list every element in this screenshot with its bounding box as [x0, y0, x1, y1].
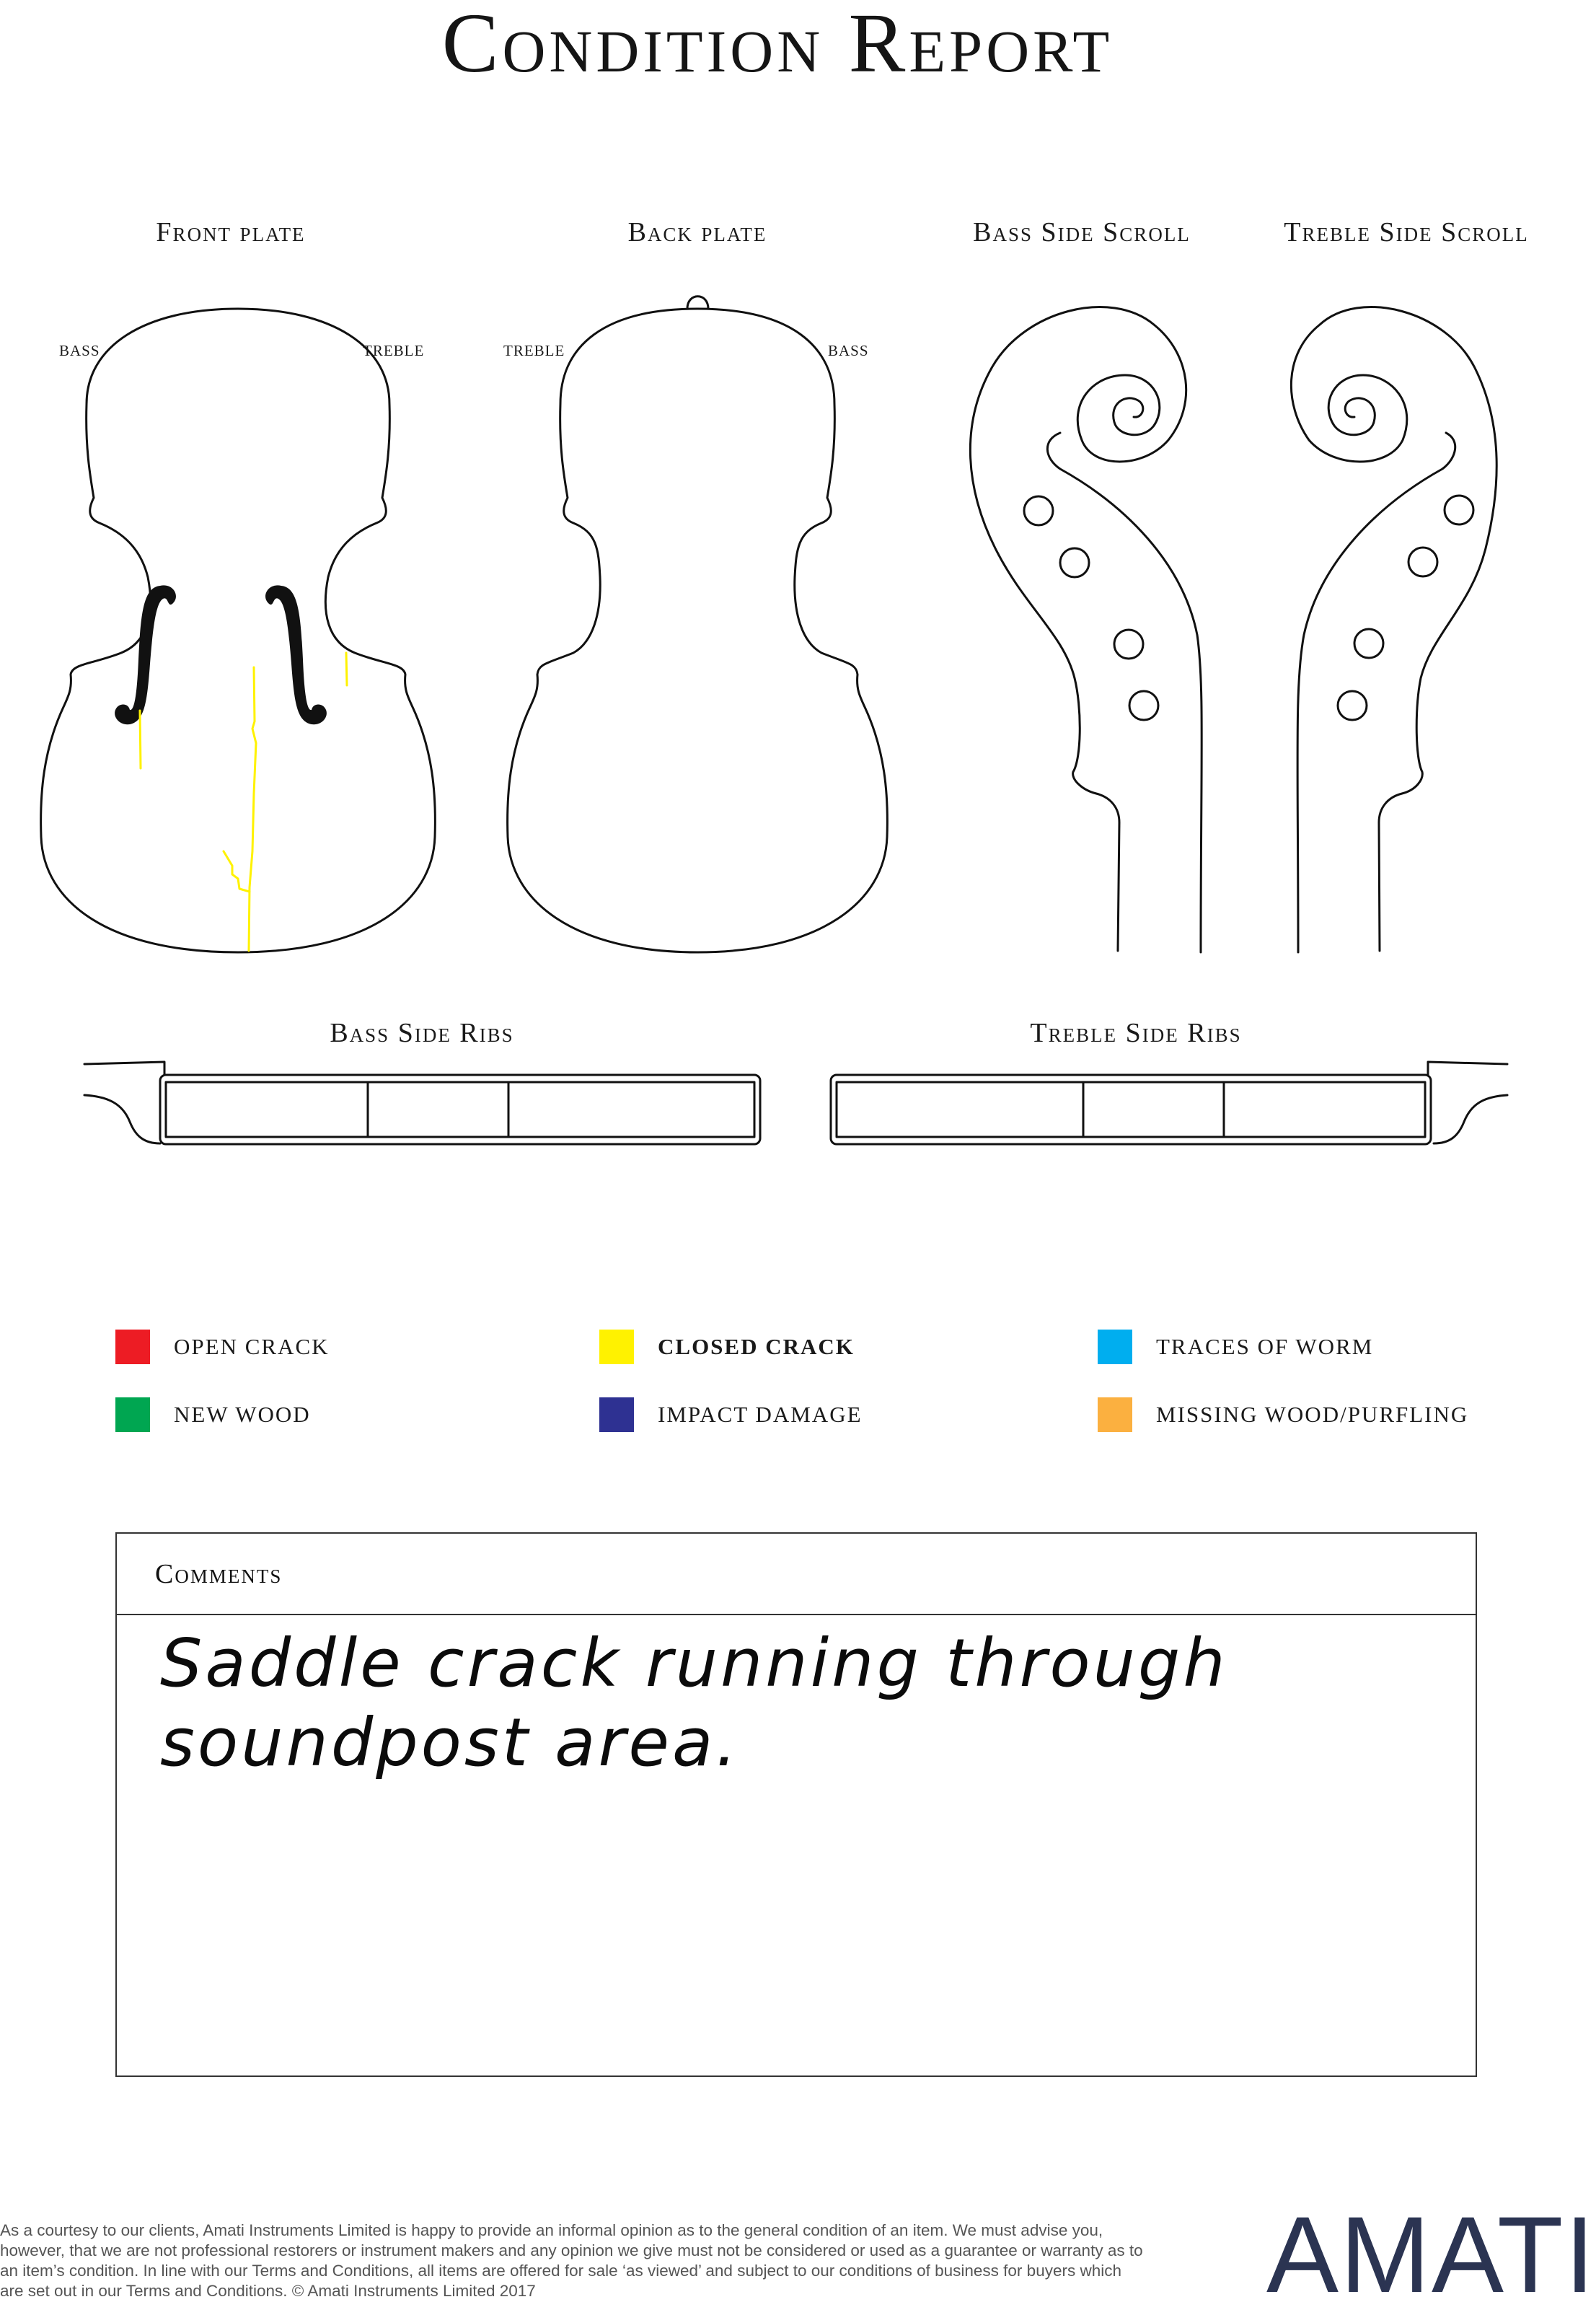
- back-button: [687, 296, 708, 309]
- f-holes: [115, 585, 327, 724]
- bass-ribs-drawing: [84, 1062, 760, 1144]
- legend-label: MISSING WOOD/PURFLING: [1156, 1402, 1469, 1427]
- disclaimer-text: As a courtesy to our clients, Amati Instruments Limited is happy to provide an informal opinion as to the general condition of an item. We must advise you, however, that we are not professional restorers or instrument makers and any opinion we give must not be considered or used as a guarantee or warranty as to an item’s condition. In line with our Terms and Conditions, all items are offered for sale ‘as viewed’ and subject to our conditions of business for buyers which are set out in our Terms and Conditions. © Amati Instruments Limited 2017: [0, 2221, 1143, 2300]
- front-treble-label: TREBLE: [363, 342, 425, 359]
- legend-label: NEW WOOD: [174, 1402, 311, 1427]
- front-plate-outline: [41, 309, 436, 952]
- bass-f-hole: [115, 585, 176, 724]
- missing-wood-swatch: [1098, 1397, 1132, 1432]
- new-wood-swatch: [115, 1397, 150, 1432]
- comments-heading: Comments: [117, 1534, 1476, 1615]
- legend-closed-crack: [599, 1330, 855, 1364]
- legend-label: TRACES OF WORM: [1156, 1334, 1374, 1359]
- legend-label: OPEN CRACK: [174, 1334, 330, 1359]
- legend-label: CLOSED CRACK: [658, 1334, 855, 1359]
- legend-label: IMPACT DAMAGE: [658, 1402, 863, 1427]
- legend-missing-wood: [1098, 1397, 1468, 1432]
- bass-side-scroll-label: Bass Side Scroll: [973, 217, 1191, 247]
- bass-side-ribs-label: Bass Side Ribs: [330, 1018, 514, 1048]
- comments-box: [115, 1532, 1477, 2077]
- treble-side-scroll-label: Treble Side Scroll: [1284, 217, 1529, 247]
- traces-of-worm-swatch: [1098, 1330, 1132, 1364]
- treble-side-ribs-label: Treble Side Ribs: [1030, 1018, 1242, 1048]
- treble-scroll-drawing: [1291, 307, 1496, 952]
- comments-text: Saddle crack running through soundpost area.: [160, 1625, 1228, 1781]
- legend-new-wood: [115, 1397, 311, 1432]
- back-plate-label: Back plate: [627, 217, 767, 247]
- back-plate-outline: [508, 309, 888, 952]
- legend-impact-damage: [599, 1397, 863, 1432]
- front-plate-label: Front plate: [156, 217, 306, 247]
- legend-open-crack: [115, 1330, 330, 1364]
- treble-f-hole: [265, 585, 327, 724]
- impact-damage-swatch: [599, 1397, 634, 1432]
- closed-crack-swatch: [599, 1330, 634, 1364]
- amati-logo: AMATI: [1266, 2194, 1596, 2315]
- bass-scroll-drawing: [970, 307, 1202, 952]
- back-treble-label: TREBLE: [503, 342, 565, 359]
- open-crack-swatch: [115, 1330, 150, 1364]
- closed-crack-markings: [140, 653, 347, 951]
- back-bass-label: BASS: [828, 342, 869, 359]
- treble-ribs-drawing: [831, 1062, 1507, 1144]
- front-bass-label: BASS: [59, 342, 100, 359]
- page-title: Condition Report: [441, 0, 1114, 90]
- legend-traces-of-worm: [1098, 1330, 1373, 1364]
